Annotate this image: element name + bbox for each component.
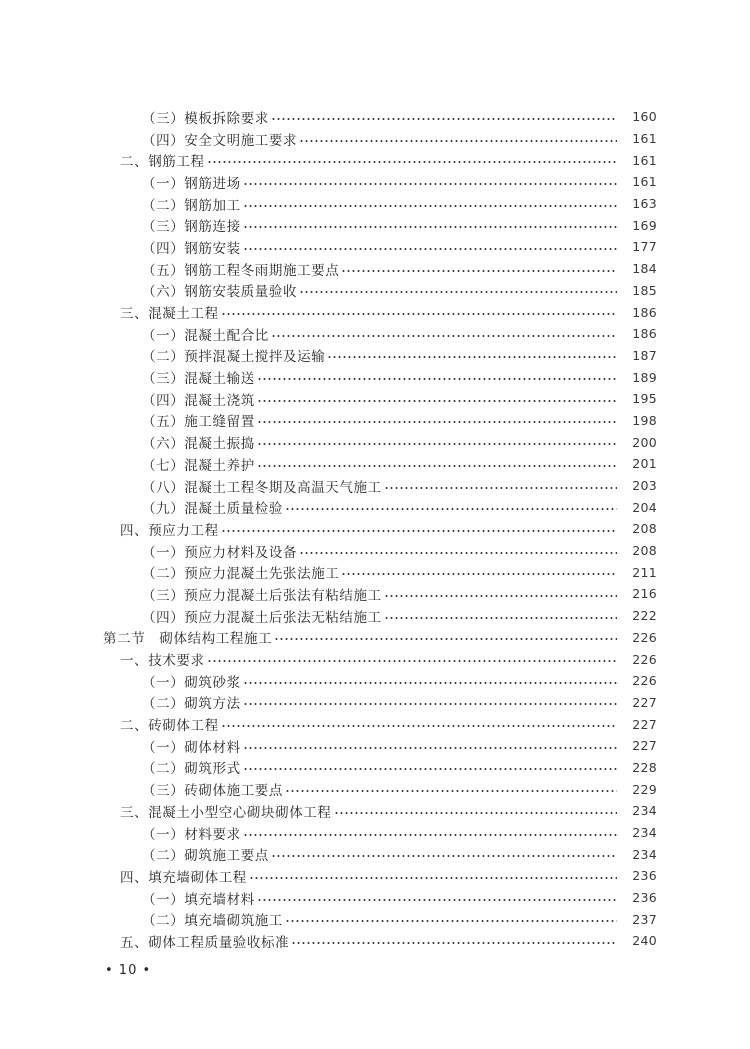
toc-entry-title: （三）预应力混凝土后张法有粘结施工	[142, 587, 382, 604]
dot-leader	[327, 356, 617, 358]
toc-entry-page: 211	[632, 564, 657, 580]
toc-entry	[0, 735, 750, 757]
dot-leader	[257, 421, 617, 423]
dot-leader	[257, 465, 617, 467]
toc-entry-title: （一）填充墙材料	[142, 891, 255, 908]
toc-entry-title: （一）预应力材料及设备	[142, 544, 298, 561]
dot-leader	[243, 226, 617, 228]
dot-leader	[243, 205, 617, 207]
toc-entry-title: （二）预拌混凝土搅拌及运输	[142, 349, 326, 366]
toc-entry-page: 203	[632, 478, 657, 494]
toc-entry-page: 185	[632, 282, 657, 298]
toc-entry-title: （三）混凝土输送	[142, 371, 255, 388]
dot-leader	[285, 508, 617, 510]
dot-leader	[243, 682, 617, 684]
table-of-contents	[0, 106, 750, 952]
dot-leader	[341, 573, 617, 575]
toc-entry-title: 二、钢筋工程	[120, 154, 205, 171]
toc-entry-title: （一）砌筑砂浆	[142, 674, 241, 691]
toc-entry	[0, 149, 750, 171]
toc-entry	[0, 822, 750, 844]
toc-entry-page: 237	[632, 911, 657, 927]
toc-entry	[0, 692, 750, 714]
dot-leader	[384, 487, 617, 489]
dot-leader	[271, 855, 617, 857]
toc-entry-title: 第二节 砌体结构工程施工	[103, 631, 273, 648]
toc-entry-title: （九）混凝土质量检验	[142, 501, 283, 518]
toc-entry	[0, 908, 750, 930]
dot-leader	[334, 812, 618, 814]
toc-entry-title: （三）模板拆除要求	[142, 110, 269, 127]
toc-entry-title: （五）钢筋工程冬雨期施工要点	[142, 262, 340, 279]
toc-entry	[0, 106, 750, 128]
toc-entry-page: 227	[632, 738, 657, 754]
dot-leader	[285, 790, 617, 792]
dot-leader	[221, 725, 617, 727]
toc-entry	[0, 258, 750, 280]
toc-entry-title: （二）砌筑方法	[142, 696, 241, 713]
toc-entry-title: 三、混凝土小型空心砌块砌体工程	[120, 804, 332, 821]
toc-entry-title: （七）混凝土养护	[142, 457, 255, 474]
toc-entry-title: （二）填充墙砌筑施工	[142, 913, 283, 930]
dot-leader	[271, 118, 617, 120]
toc-entry-title: （八）混凝土工程冬期及高温天气施工	[142, 479, 382, 496]
toc-entry	[0, 388, 750, 410]
toc-entry-page: 222	[632, 608, 657, 624]
toc-entry	[0, 540, 750, 562]
dot-leader	[249, 877, 617, 879]
toc-entry	[0, 128, 750, 150]
toc-entry	[0, 214, 750, 236]
dot-leader	[257, 378, 617, 380]
toc-entry	[0, 930, 750, 952]
toc-entry	[0, 583, 750, 605]
toc-entry	[0, 843, 750, 865]
toc-entry-title: （一）钢筋进场	[142, 175, 241, 192]
toc-entry-page: 177	[632, 239, 657, 255]
dot-leader	[257, 899, 617, 901]
toc-entry-page: 227	[632, 716, 657, 732]
toc-entry	[0, 778, 750, 800]
dot-leader	[299, 140, 617, 142]
toc-entry-title: （五）施工缝留置	[142, 414, 255, 431]
toc-entry-page: 234	[632, 846, 657, 862]
toc-entry-page: 195	[632, 391, 657, 407]
toc-entry-page: 187	[632, 347, 657, 363]
toc-entry-title: （二）砌筑形式	[142, 761, 241, 778]
toc-entry	[0, 627, 750, 649]
toc-entry-page: 226	[632, 673, 657, 689]
dot-leader	[299, 291, 617, 293]
toc-entry-page: 198	[632, 412, 657, 428]
toc-entry-title: （三）砖砌体施工要点	[142, 783, 283, 800]
toc-entry	[0, 431, 750, 453]
toc-entry	[0, 171, 750, 193]
toc-entry-title: （二）预应力混凝土先张法施工	[142, 566, 340, 583]
toc-entry	[0, 865, 750, 887]
toc-entry	[0, 301, 750, 323]
toc-entry-page: 189	[632, 369, 657, 385]
toc-entry-title: （四）预应力混凝土后张法无粘结施工	[142, 609, 382, 626]
toc-entry	[0, 193, 750, 215]
toc-entry-title: （六）钢筋安装质量验收	[142, 284, 298, 301]
toc-entry-page: 228	[632, 759, 657, 775]
toc-entry-page: 229	[632, 781, 657, 797]
toc-entry	[0, 410, 750, 432]
toc-entry	[0, 670, 750, 692]
dot-leader	[341, 270, 617, 272]
toc-entry-title: 四、填充墙砌体工程	[120, 869, 247, 886]
toc-entry-page: 227	[632, 694, 657, 710]
toc-entry-page: 161	[632, 152, 657, 168]
toc-entry	[0, 323, 750, 345]
toc-entry-page: 160	[632, 109, 657, 125]
toc-entry	[0, 366, 750, 388]
toc-entry-title: （一）砌体材料	[142, 739, 241, 756]
toc-entry-page: 236	[632, 868, 657, 884]
toc-entry	[0, 561, 750, 583]
dot-leader	[271, 335, 617, 337]
toc-entry	[0, 648, 750, 670]
toc-entry-title: （四）安全文明施工要求	[142, 132, 298, 149]
toc-entry-title: （一）混凝土配合比	[142, 327, 269, 344]
toc-entry-page: 161	[632, 131, 657, 147]
dot-leader	[207, 161, 617, 163]
toc-entry-page: 208	[632, 543, 657, 559]
toc-entry-page: 169	[632, 217, 657, 233]
dot-leader	[243, 768, 617, 770]
toc-entry-page: 186	[632, 326, 657, 342]
toc-entry-page: 186	[632, 304, 657, 320]
toc-entry-page: 161	[632, 174, 657, 190]
dot-leader	[274, 638, 617, 640]
toc-entry-title: （三）钢筋连接	[142, 219, 241, 236]
toc-entry-page: 204	[632, 499, 657, 515]
toc-entry-title: （四）混凝土浇筑	[142, 392, 255, 409]
toc-entry	[0, 757, 750, 779]
toc-entry-page: 184	[632, 261, 657, 277]
toc-entry	[0, 280, 750, 302]
toc-entry-page: 201	[632, 456, 657, 472]
toc-entry-title: （二）钢筋加工	[142, 197, 241, 214]
toc-entry-page: 163	[632, 196, 657, 212]
toc-entry	[0, 605, 750, 627]
dot-leader	[243, 747, 617, 749]
dot-leader	[285, 920, 617, 922]
toc-entry-title: 三、混凝土工程	[120, 306, 219, 323]
dot-leader	[257, 400, 617, 402]
dot-leader	[207, 660, 617, 662]
toc-entry-title: 二、砖砌体工程	[120, 718, 219, 735]
toc-entry	[0, 713, 750, 735]
toc-entry-title: 一、技术要求	[120, 653, 205, 670]
toc-entry-page: 234	[632, 825, 657, 841]
dot-leader	[243, 183, 617, 185]
toc-entry-page: 200	[632, 434, 657, 450]
toc-entry-page: 226	[632, 629, 657, 645]
dot-leader	[291, 942, 617, 944]
toc-entry-title: 五、砌体工程质量验收标准	[120, 934, 290, 951]
toc-entry-page: 226	[632, 651, 657, 667]
dot-leader	[221, 313, 617, 315]
toc-entry-title: （四）钢筋安装	[142, 240, 241, 257]
toc-entry-page: 216	[632, 586, 657, 602]
toc-entry	[0, 518, 750, 540]
dot-leader	[221, 530, 617, 532]
toc-entry	[0, 496, 750, 518]
toc-entry-page: 236	[632, 890, 657, 906]
toc-entry	[0, 887, 750, 909]
toc-entry-title: （二）砌筑施工要点	[142, 848, 269, 865]
toc-entry	[0, 475, 750, 497]
page-number-folio: • 10 •	[105, 963, 152, 978]
toc-entry	[0, 236, 750, 258]
dot-leader	[257, 443, 617, 445]
toc-entry	[0, 800, 750, 822]
toc-entry-page: 208	[632, 521, 657, 537]
dot-leader	[384, 617, 617, 619]
toc-entry-title: （六）混凝土振捣	[142, 436, 255, 453]
dot-leader	[299, 552, 617, 554]
dot-leader	[243, 703, 617, 705]
toc-entry-title: （一）材料要求	[142, 826, 241, 843]
toc-entry	[0, 453, 750, 475]
toc-entry-page: 240	[632, 933, 657, 949]
dot-leader	[384, 595, 617, 597]
toc-entry-page: 234	[632, 803, 657, 819]
toc-entry	[0, 345, 750, 367]
dot-leader	[243, 834, 617, 836]
toc-entry-title: 四、预应力工程	[120, 522, 219, 539]
dot-leader	[243, 248, 617, 250]
